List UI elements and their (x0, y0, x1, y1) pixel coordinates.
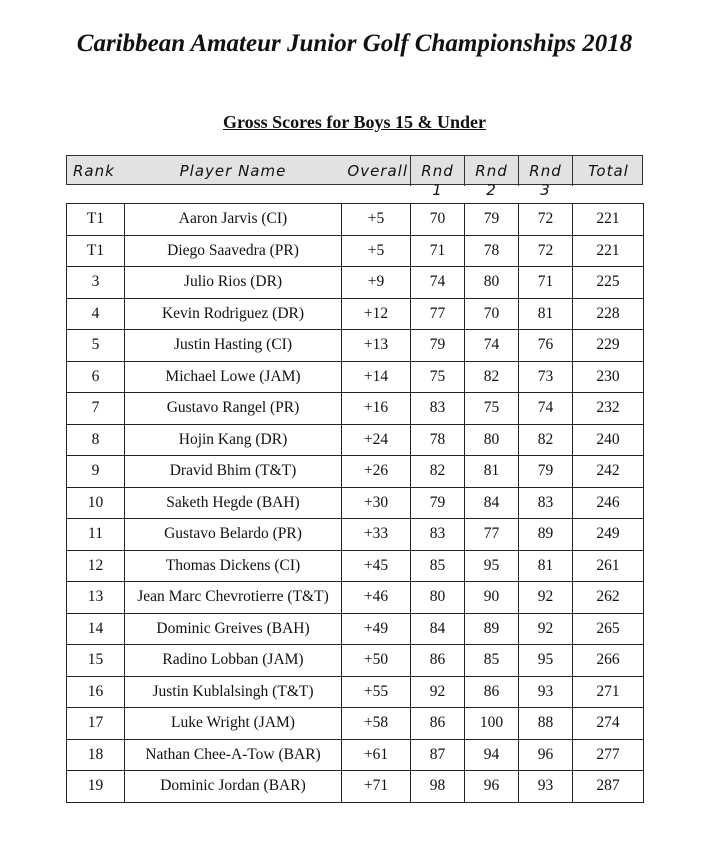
cell-rnd2: 80 (465, 267, 519, 298)
cell-rank: 5 (67, 330, 125, 361)
cell-rnd2: 82 (465, 362, 519, 393)
table-row (67, 456, 644, 488)
cell-total: 221 (573, 236, 644, 267)
header-overall: Overall (341, 156, 411, 186)
cell-player-name: Luke Wright (JAM) (171, 714, 295, 731)
cell-rnd1: 79 (411, 330, 465, 361)
table-row (67, 582, 644, 614)
cell-rnd2: 74 (465, 330, 519, 361)
cell-rnd3: 79 (519, 456, 573, 487)
cell-overall: +24 (341, 425, 411, 456)
cell-overall: +13 (341, 330, 411, 361)
cell-rnd3: 96 (519, 740, 573, 771)
cell-rank: 17 (67, 708, 125, 739)
header-rnd2 (465, 156, 519, 199)
cell-total: 287 (573, 771, 644, 802)
table-row (67, 677, 644, 709)
cell-total: 274 (573, 708, 644, 739)
cell-rnd1: 74 (411, 267, 465, 298)
cell-rnd1: 87 (411, 740, 465, 771)
cell-overall: +46 (341, 582, 411, 613)
cell-rnd3: 95 (519, 645, 573, 676)
cell-overall: +16 (341, 393, 411, 424)
header-rnd1-label: Rnd (421, 162, 454, 180)
cell-overall: +58 (341, 708, 411, 739)
cell-rank: T1 (67, 236, 125, 267)
cell-overall: +30 (341, 488, 411, 519)
table-row (67, 488, 644, 520)
header-player: Player Name (179, 162, 287, 180)
cell-rnd1: 77 (411, 299, 465, 330)
cell-rnd3: 92 (519, 614, 573, 645)
header-rnd3-label: Rnd (529, 162, 562, 180)
table-row (67, 551, 644, 583)
cell-rnd3: 74 (519, 393, 573, 424)
cell-rank: 19 (67, 771, 125, 802)
cell-player-name: Diego Saavedra (PR) (167, 241, 299, 259)
header-rnd2-number: 2 (486, 181, 497, 199)
table-row (67, 614, 644, 646)
cell-total: 265 (573, 614, 644, 645)
cell-overall: +71 (341, 771, 411, 802)
cell-rnd1: 70 (411, 204, 465, 235)
cell-rnd1: 80 (411, 582, 465, 613)
cell-total: 232 (573, 393, 644, 424)
table-header (66, 155, 643, 199)
header-rnd3 (519, 156, 573, 199)
cell-rank: 12 (67, 551, 125, 582)
cell-rnd2: 90 (465, 582, 519, 613)
cell-rnd2: 89 (465, 614, 519, 645)
scores-table (66, 203, 644, 803)
cell-overall: +5 (341, 236, 411, 267)
cell-rnd1: 79 (411, 488, 465, 519)
cell-player-name: Dominic Jordan (BAR) (160, 777, 306, 794)
cell-player-name: Radino Lobban (JAM) (162, 651, 304, 668)
cell-rnd3: 76 (519, 330, 573, 361)
cell-overall: +61 (341, 740, 411, 771)
cell-total: 230 (573, 362, 644, 393)
cell-rank: 7 (67, 393, 125, 424)
cell-total: 277 (573, 740, 644, 771)
cell-player-name: Thomas Dickens (CI) (165, 556, 301, 574)
cell-overall: +5 (341, 204, 411, 235)
cell-rank: 6 (67, 362, 125, 393)
cell-overall: +14 (341, 362, 411, 393)
cell-rank: 10 (67, 488, 125, 519)
cell-player-name: Justin Kublalsingh (T&T) (152, 682, 314, 700)
table-row (67, 330, 644, 362)
table-row (67, 299, 644, 331)
cell-player-name: Dominic Greives (BAH) (156, 619, 310, 637)
cell-rnd3: 81 (519, 551, 573, 582)
cell-rnd1: 78 (411, 425, 465, 456)
cell-player-name: Jean Marc Chevrotierre (T&T) (137, 588, 329, 605)
cell-overall: +50 (341, 645, 411, 676)
cell-overall: +9 (341, 267, 411, 298)
cell-player-name: Gustavo Belardo (PR) (164, 525, 302, 542)
cell-rnd3: 72 (519, 204, 573, 235)
header-rnd1 (411, 156, 465, 199)
cell-rank: 9 (67, 456, 125, 487)
cell-rnd2: 85 (465, 645, 519, 676)
cell-total: 249 (573, 519, 644, 550)
table-row (67, 267, 644, 299)
cell-total: 240 (573, 425, 644, 456)
cell-rank: 18 (67, 740, 125, 771)
cell-overall: +45 (341, 551, 411, 582)
cell-player-name: Aaron Jarvis (CI) (178, 210, 288, 227)
table-row (67, 362, 644, 394)
cell-rnd1: 85 (411, 551, 465, 582)
cell-total: 229 (573, 330, 644, 361)
cell-rnd3: 82 (519, 425, 573, 456)
cell-rnd2: 86 (465, 677, 519, 708)
cell-player-name: Julio Rios (DR) (183, 273, 283, 290)
cell-rnd1: 84 (411, 614, 465, 645)
table-subtitle: Gross Scores for Boys 15 & Under (223, 112, 486, 132)
header-rank: Rank (73, 162, 115, 180)
cell-total: 261 (573, 551, 644, 582)
cell-rank: 3 (67, 267, 125, 298)
cell-overall: +55 (341, 677, 411, 708)
cell-total: 271 (573, 677, 644, 708)
cell-rnd2: 77 (465, 519, 519, 550)
cell-rnd3: 93 (519, 677, 573, 708)
cell-rnd1: 75 (411, 362, 465, 393)
header-rnd3-number: 3 (540, 181, 551, 199)
cell-rnd3: 73 (519, 362, 573, 393)
cell-rnd2: 75 (465, 393, 519, 424)
table-row (67, 771, 644, 803)
cell-rnd1: 71 (411, 236, 465, 267)
cell-player-name: Hojin Kang (DR) (178, 430, 288, 448)
cell-rnd2: 84 (465, 488, 519, 519)
table-row (67, 519, 644, 551)
cell-rnd1: 92 (411, 677, 465, 708)
cell-rnd3: 93 (519, 771, 573, 802)
cell-player-name: Saketh Hegde (BAH) (166, 493, 300, 511)
cell-total: 262 (573, 582, 644, 613)
cell-rnd1: 86 (411, 708, 465, 739)
cell-player-name: Kevin Rodriguez (DR) (161, 304, 305, 322)
cell-rank: T1 (67, 204, 125, 235)
table-row (67, 236, 644, 268)
cell-rnd2: 81 (465, 456, 519, 487)
table-row (67, 393, 644, 425)
table-row (67, 204, 644, 236)
cell-rnd3: 92 (519, 582, 573, 613)
table-row (67, 708, 644, 740)
cell-rnd2: 94 (465, 740, 519, 771)
table-row (67, 645, 644, 677)
cell-rnd2: 80 (465, 425, 519, 456)
cell-rnd1: 86 (411, 645, 465, 676)
cell-rank: 11 (67, 519, 125, 550)
cell-total: 266 (573, 645, 644, 676)
cell-rnd3: 89 (519, 519, 573, 550)
cell-overall: +26 (341, 456, 411, 487)
header-rnd2-label: Rnd (475, 162, 508, 180)
cell-rnd3: 81 (519, 299, 573, 330)
cell-rnd3: 83 (519, 488, 573, 519)
cell-total: 228 (573, 299, 644, 330)
cell-rank: 13 (67, 582, 125, 613)
cell-rnd3: 72 (519, 236, 573, 267)
cell-rank: 16 (67, 677, 125, 708)
cell-rnd1: 83 (411, 519, 465, 550)
cell-total: 225 (573, 267, 644, 298)
cell-total: 246 (573, 488, 644, 519)
cell-total: 221 (573, 204, 644, 235)
cell-rnd2: 79 (465, 204, 519, 235)
cell-rnd2: 95 (465, 551, 519, 582)
cell-rnd2: 78 (465, 236, 519, 267)
cell-rank: 8 (67, 425, 125, 456)
cell-rnd2: 70 (465, 299, 519, 330)
cell-player-name: Michael Lowe (JAM) (165, 367, 301, 385)
cell-player-name: Gustavo Rangel (PR) (166, 399, 300, 416)
cell-player-name: Justin Hasting (CI) (174, 336, 292, 353)
cell-rnd1: 82 (411, 456, 465, 487)
header-rnd1-number: 1 (432, 181, 443, 199)
cell-rank: 14 (67, 614, 125, 645)
cell-rnd2: 96 (465, 771, 519, 802)
header-total: Total (588, 162, 629, 180)
cell-rank: 15 (67, 645, 125, 676)
cell-rnd3: 88 (519, 708, 573, 739)
cell-rnd1: 83 (411, 393, 465, 424)
cell-player-name: Dravid Bhim (T&T) (169, 462, 297, 479)
cell-player-name: Nathan Chee-A-Tow (BAR) (145, 745, 321, 763)
cell-overall: +49 (341, 614, 411, 645)
page-title: Caribbean Amateur Junior Golf Championships 2018 (76, 30, 633, 57)
cell-total: 242 (573, 456, 644, 487)
cell-rnd2: 100 (465, 708, 519, 739)
cell-rnd3: 71 (519, 267, 573, 298)
cell-rnd1: 98 (411, 771, 465, 802)
cell-rank: 4 (67, 299, 125, 330)
cell-overall: +12 (341, 299, 411, 330)
table-row (67, 425, 644, 457)
cell-overall: +33 (341, 519, 411, 550)
table-row (67, 740, 644, 772)
